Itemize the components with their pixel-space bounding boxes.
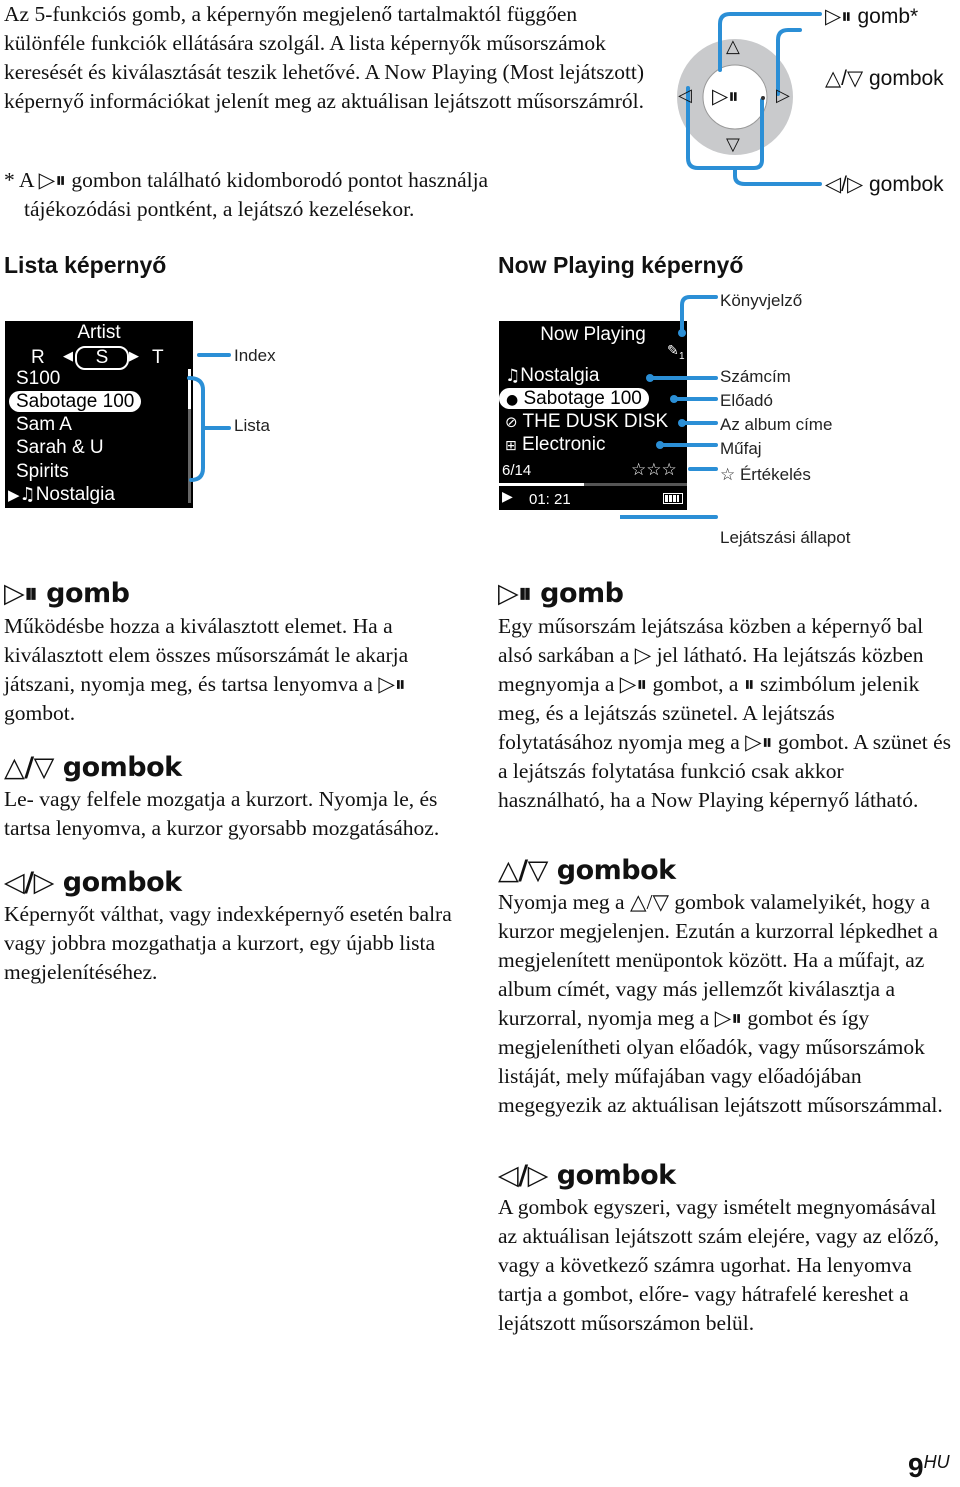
- list-screen: [5, 321, 193, 508]
- right-play-body: Egy műsorszám lejátszása közben a képernyő bal alsó sarkában a ▷ jel látható. Ha lejátszás közben megnyomja a ▷⏸ gombot, a ⏸ szimbólum jelenik meg, és a lejátszás szünetel. A lejátszás folytatásához nyomja meg a ▷⏸ gombot. A szünet és a lejátszás folytatása funkció csak akkor használható, ha a Now Playing képernyő látható.: [498, 614, 952, 812]
- now-playing-screen-title: Now Playing képernyő: [498, 252, 744, 278]
- list-item[interactable]: Spirits: [16, 461, 69, 482]
- right-updown-body: Nyomja meg a △/▽ gombok valamelyikét, hogy a kurzor megjelenjen. Ezután a kurzorral lépkedhet a megjelenített menüpontok között. Ha a műfajt, az album címét, vagy más jellemzőt kiválasztja a kurzorral, nyomja meg a ▷⏸ gombot és így megjelenítheti olyan előadók, vagy műsorszámok listáját, mely műfajában vagy előadójában megegyezik az aktuálisan lejátszott műsorszámmal.: [498, 890, 943, 1117]
- np-track: ♫Nostalgia: [505, 365, 600, 386]
- index-current-letter: S: [75, 346, 129, 370]
- rating-stars-icon[interactable]: ☆☆☆: [631, 460, 677, 480]
- dot-note: [4, 166, 654, 224]
- left-column: [4, 578, 454, 987]
- note-line-2: tájékozódási pontként, a lejátszó kezelésekor.: [24, 197, 415, 221]
- np-callout-lines: [620, 285, 730, 545]
- tactile-dot: [761, 96, 765, 100]
- callout-album: Az album címe: [720, 415, 833, 434]
- person-icon: ●: [506, 392, 519, 408]
- callout-artist: Előadó: [720, 391, 773, 410]
- left-arrow-icon: ◁: [678, 85, 692, 106]
- np-counter: 6/14: [502, 462, 532, 479]
- index-prev-letter: R: [31, 347, 45, 368]
- right-leftright-body: A gombok egyszeri, vagy ismételt megnyomásával az aktuálisan lejátszott szám elejére, vagy az előző, vagy a következő számra ugorhat. Ha lenyomva tartja a gombot, előre- vagy hátrafelé kereshet a lejátszott műsorszámon belül.: [498, 1195, 940, 1335]
- list-header: Artist: [77, 322, 121, 343]
- index-left-arrow-icon: ◀: [63, 349, 73, 364]
- list-screen-title: Lista képernyő: [4, 252, 167, 278]
- index-row: [5, 347, 193, 369]
- callout-playback-state: Lejátszási állapot: [720, 528, 851, 547]
- note-line-1: * A ▷⏸ gombon található kidomborodó pontot használja: [4, 168, 489, 192]
- left-updown-heading: △/▽ gombok: [4, 752, 182, 783]
- np-genre: ⊞ Electronic: [505, 434, 606, 455]
- play-pause-icon: ▷⏸: [712, 84, 739, 108]
- music-note-icon: ♫: [19, 484, 36, 505]
- left-leftright-heading: ◁/▷ gombok: [4, 867, 182, 898]
- bookmark-icon: ✎: [667, 343, 679, 359]
- now-playing-item[interactable]: ▶♫Nostalgia: [8, 484, 115, 505]
- genre-icon: ⊞: [505, 438, 517, 454]
- label-updown-buttons: △/▽ gombok: [825, 67, 944, 90]
- right-updown-heading: △/▽ gombok: [498, 855, 676, 886]
- np-artist[interactable]: ● Sabotage 100: [499, 388, 649, 410]
- list-item[interactable]: Sam A: [16, 414, 72, 435]
- callout-genre: Műfaj: [720, 439, 762, 458]
- five-way-button-diagram: [660, 0, 960, 200]
- bookmark-number: 1: [679, 351, 685, 362]
- callout-track-title: Számcím: [720, 367, 791, 386]
- left-play-body: Működésbe hozza a kiválasztott elemet. Ha a kiválasztott elem összes műsorszámát le akarja játszani, nyomja meg, és tartsa lenyomva a ▷⏸ gombot.: [4, 614, 409, 725]
- list-item[interactable]: Sarah & U: [16, 437, 104, 458]
- label-leftright-buttons: ◁/▷ gombok: [825, 173, 944, 196]
- left-play-heading: ▷⏸ gomb: [4, 578, 130, 609]
- list-item[interactable]: S100: [16, 368, 61, 389]
- label-play-button: ▷⏸ gomb*: [825, 5, 919, 28]
- page-number: 9HU: [908, 1452, 950, 1483]
- np-time: 01: 21: [529, 491, 571, 508]
- callout-index: Index: [234, 346, 276, 365]
- left-updown-body: Le- vagy felfele mozgatja a kurzort. Nyomja le, és tartsa lenyomva, a kurzor gyorsabb mozgatásához.: [4, 787, 440, 840]
- right-leftright-heading: ◁/▷ gombok: [498, 1160, 676, 1191]
- left-leftright-body: Képernyőt válthat, vagy indexképernyő esetén balra vagy jobbra mozgathatja a kurzort, egy újabb lista megjelenítéséhez.: [4, 902, 452, 984]
- disc-icon: ⊘: [505, 413, 518, 431]
- index-right-arrow-icon: ▶: [129, 349, 139, 364]
- list-callout-lines: [185, 340, 235, 490]
- callout-rating: ☆ Értékelés: [720, 465, 811, 484]
- right-arrow-icon: ▷: [776, 85, 790, 106]
- right-column: [498, 578, 953, 1338]
- np-album: ⊘ THE DUSK DISK: [505, 411, 669, 432]
- np-header: Now Playing: [540, 324, 646, 345]
- music-note-icon: ♫: [505, 366, 521, 386]
- play-icon: ▶: [8, 486, 20, 504]
- callout-bookmark: Könyvjelző: [720, 291, 803, 310]
- up-arrow-icon: △: [726, 36, 740, 57]
- list-item-selected[interactable]: Sabotage 100: [9, 391, 141, 413]
- index-next-letter: T: [152, 347, 164, 368]
- down-arrow-icon: ▽: [726, 134, 740, 155]
- five-way-button-graphic: [660, 0, 960, 200]
- play-state-icon: ▶: [502, 489, 513, 505]
- intro-paragraph: Az 5-funkciós gomb, a képernyőn megjelenő tartalmaktól függően különféle funkciók ellátására szolgál. A lista képernyők műsorszámok keresését és kiválasztását teszik lehetővé. A Now Playing (Most lejátszott) képernyő információkat jelenít meg az aktuálisan lejátszott műsorszámról.: [4, 2, 645, 113]
- callout-list: Lista: [234, 416, 270, 435]
- right-play-heading: ▷⏸ gomb: [498, 578, 624, 609]
